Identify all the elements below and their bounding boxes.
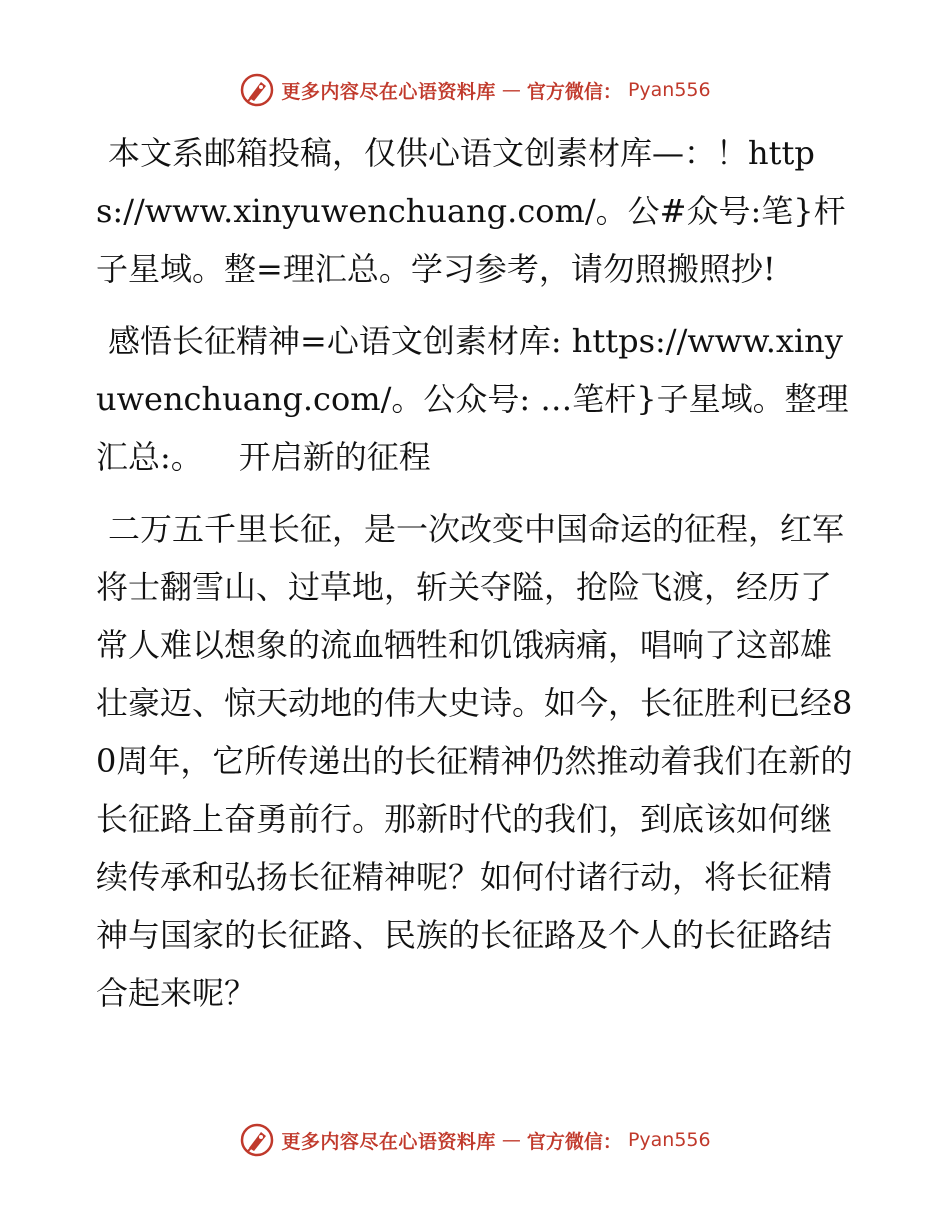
paragraph-source bbox=[96, 312, 856, 486]
footer-separator: — bbox=[501, 1129, 521, 1151]
header-wechat-id: Pyan556 bbox=[627, 79, 711, 101]
footer-wechat-label: 官方微信： bbox=[526, 1130, 622, 1153]
paragraph-source-text: 感悟长征精神=心语文创素材库: https://www.xinyuwenchuang.com/。公众号: …笔杆}子星域。整理汇总:。 bbox=[96, 322, 849, 476]
footer-banner bbox=[0, 1118, 950, 1162]
paragraph-disclaimer: 本文系邮箱投稿，仅供心语文创素材库—：！https://www.xinyuwenchuang.com/。公#众号:笔}杆子星域。整=理汇总。学习参考，请勿照搬照抄! bbox=[96, 134, 846, 288]
header-wechat-label: 官方微信： bbox=[526, 80, 622, 103]
paragraph-main: 二万五千里长征，是一次改变中国命运的征程，红军将士翻雪山、过草地，斩关夺隘，抢险飞渡，经历了常人难以想象的流血牺牲和饥饿病痛，唱响了这部雄壮豪迈、惊天动地的伟大史诗。如今，长征胜利已经80周年，它所传递出的长征精神仍然推动着我们在新的长征路上奋勇前行。那新时代的我们，到底该如何继续传承和弘扬长征精神呢？如何付诸行动，将长征精神与国家的长征路、民族的长征路及个人的长征路结合起来呢？ bbox=[96, 510, 853, 1012]
pen-nib-logo-icon bbox=[239, 1122, 275, 1158]
header-brand-text: 更多内容尽在心语资料库 bbox=[281, 80, 496, 103]
section-title: 开启新的征程 bbox=[238, 438, 431, 476]
footer-wechat-id: Pyan556 bbox=[627, 1129, 711, 1151]
header-separator: — bbox=[501, 79, 521, 101]
footer-brand-text: 更多内容尽在心语资料库 bbox=[281, 1130, 496, 1153]
document-body bbox=[96, 124, 856, 1036]
pen-nib-logo-icon bbox=[239, 72, 275, 108]
header-banner bbox=[0, 68, 950, 112]
